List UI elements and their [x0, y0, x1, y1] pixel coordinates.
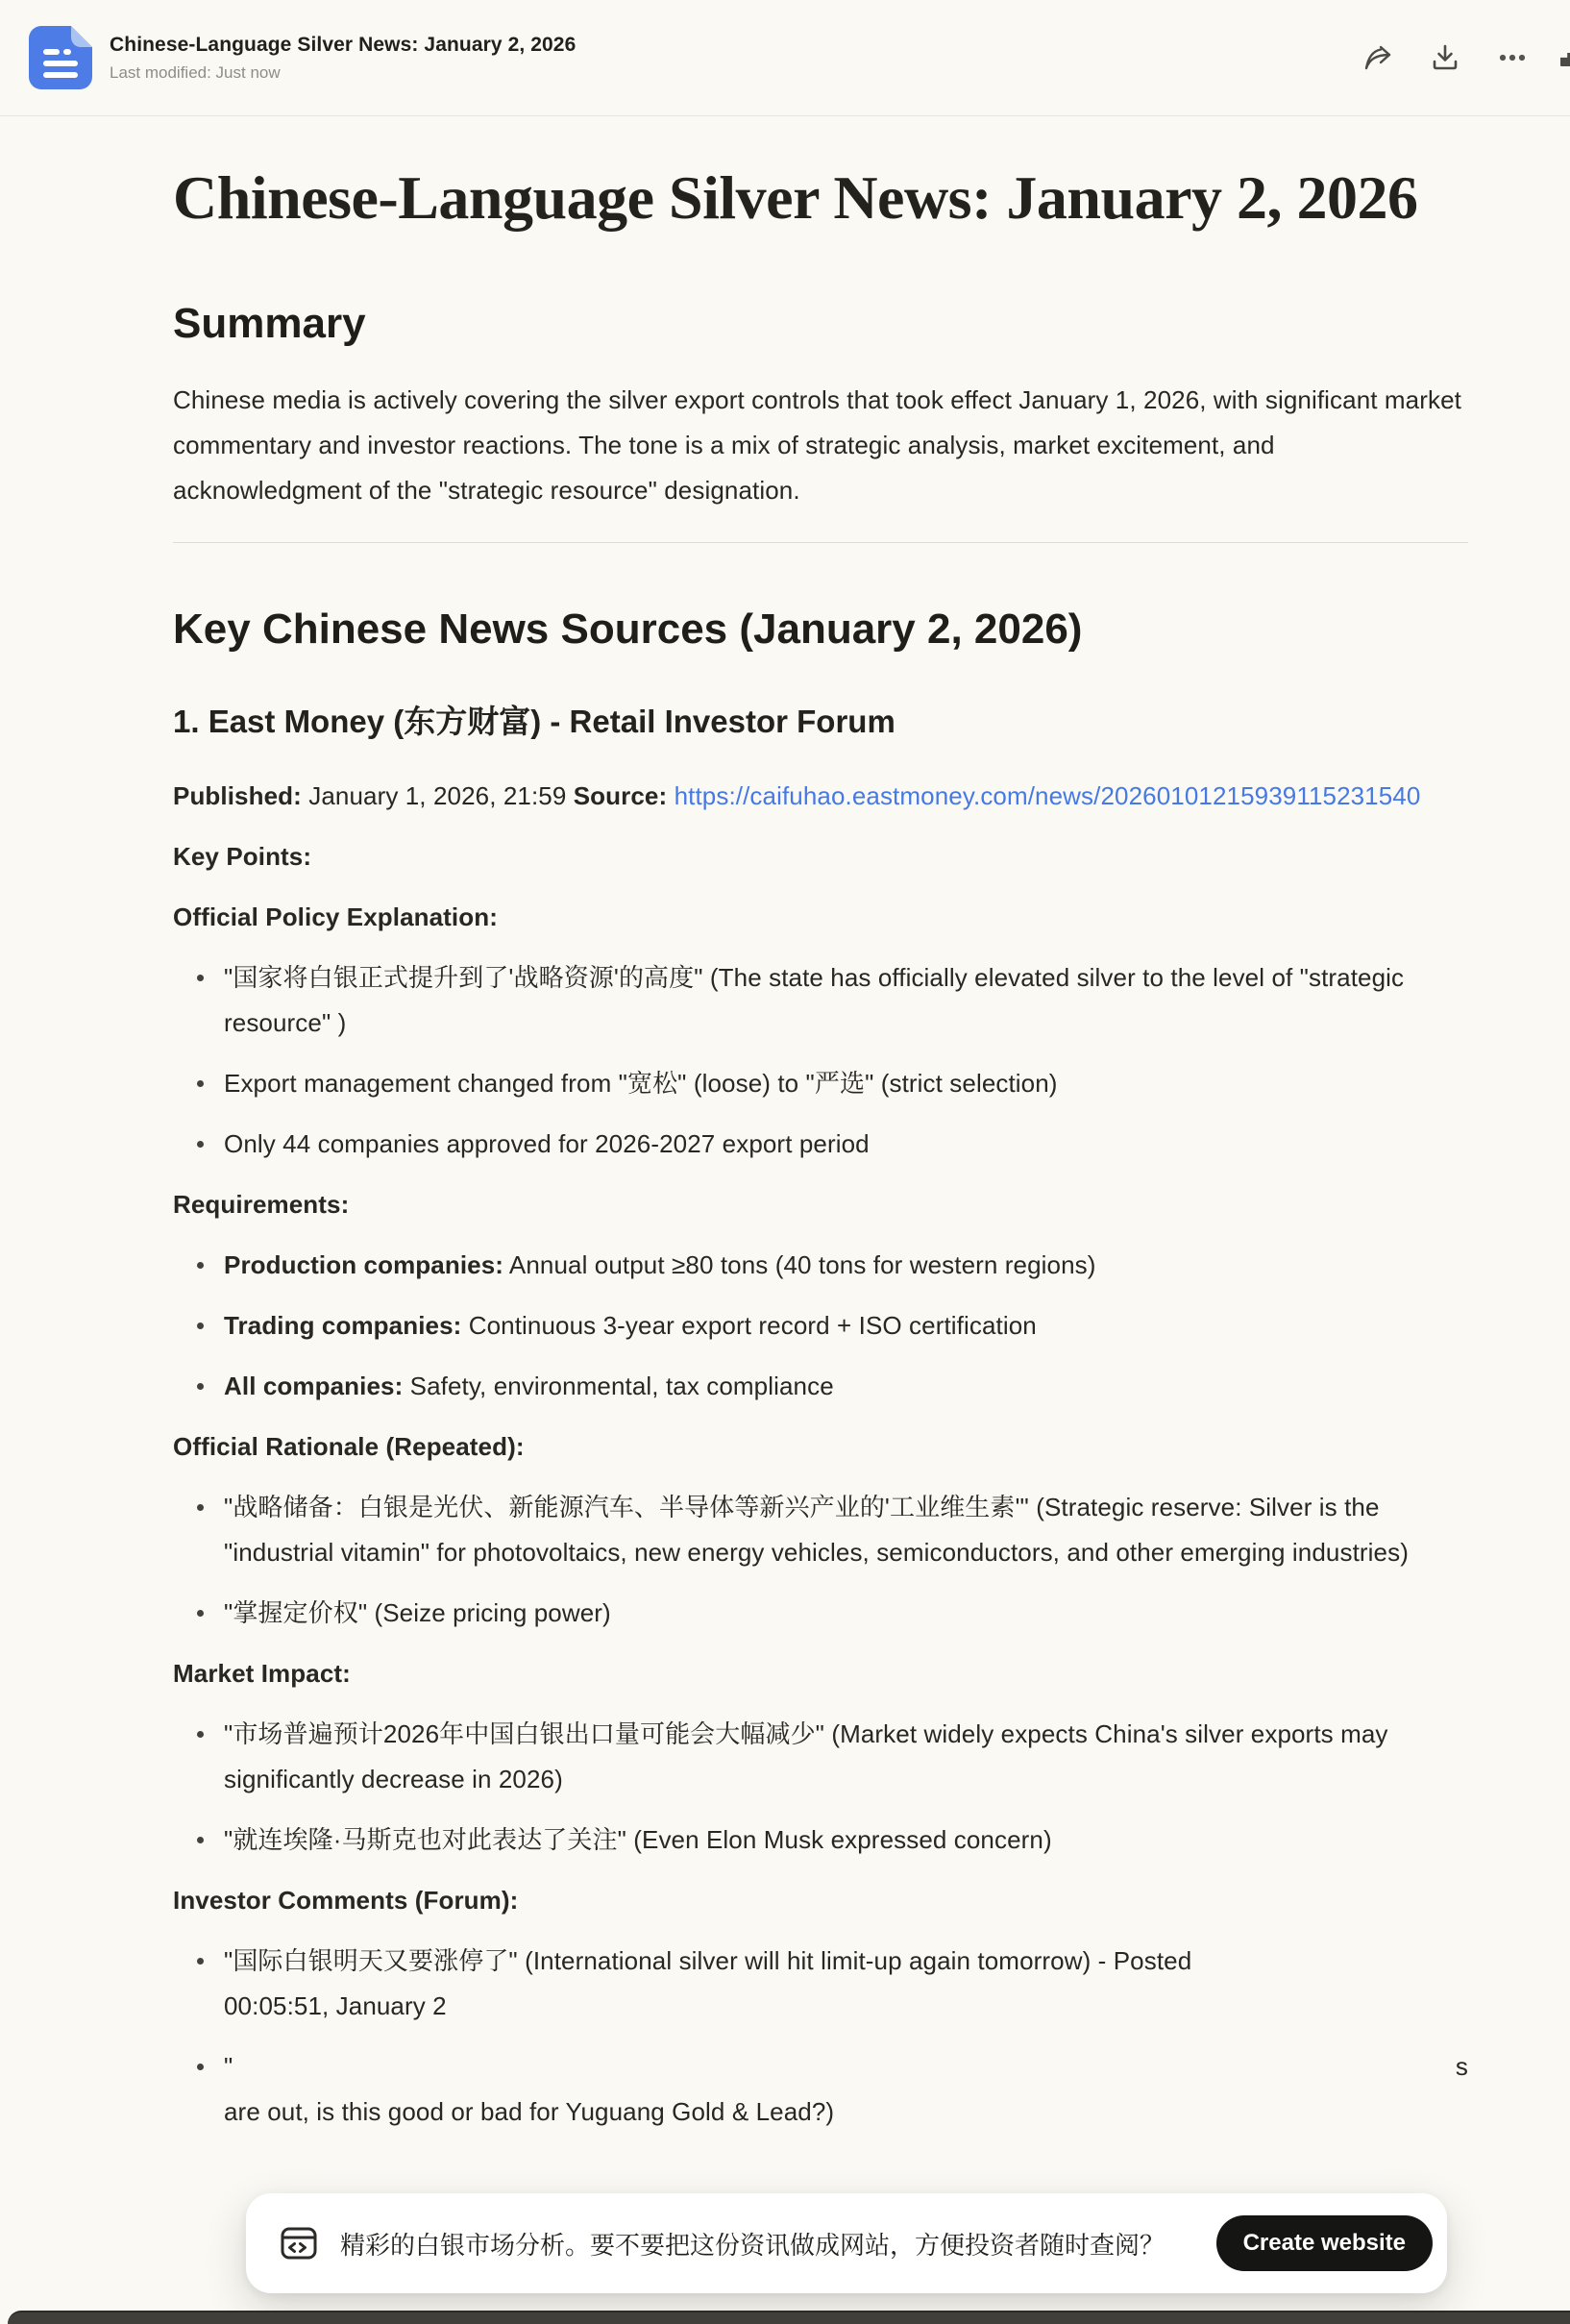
bullet-text: Annual output ≥80 tons (40 tons for western regions): [503, 1250, 1096, 1279]
forum-bullet-list: [173, 1939, 1468, 2135]
published-label: Published:: [173, 781, 302, 810]
list-item: [173, 1364, 1468, 1409]
document-content: [0, 116, 1570, 2135]
market-bullet-list: [173, 1712, 1468, 1863]
list-item: [173, 1243, 1468, 1288]
source1-meta: [173, 774, 1468, 819]
list-item: [173, 1303, 1468, 1348]
section-divider: [173, 542, 1468, 543]
create-website-button[interactable]: Create website: [1216, 2215, 1433, 2271]
list-item: "就连埃隆·马斯克也对此表达了关注" (Even Elon Musk expressed concern): [173, 1817, 1468, 1863]
document-title: Chinese-Language Silver News: January 2, 2026: [110, 33, 576, 56]
bullet-fragment-end: s: [1455, 2052, 1468, 2081]
market-impact-heading: Market Impact:: [173, 1659, 351, 1688]
list-item: Only 44 companies approved for 2026-2027 export period: [173, 1122, 1468, 1167]
toast-message: 精彩的白银市场分析。要不要把这份资讯做成网站，方便投资者随时查阅？: [340, 2230, 1165, 2260]
list-item-partially-obscured: [173, 2044, 1468, 2135]
requirements-bullet-list: [173, 1243, 1468, 1409]
requirements-heading: Requirements:: [173, 1190, 350, 1219]
bullet-text: 00:05:51, January 2: [224, 1991, 447, 2020]
list-item: [173, 1939, 1468, 2029]
list-item: "战略储备：白银是光伏、新能源汽车、半导体等新兴产业的'工业维生素'" (Strategic reserve: Silver is the "industrial vitamin" for photovoltaics, new energy vehicles, semiconductors, and other emerging industries): [173, 1485, 1468, 1575]
rationale-heading: Official Rationale (Repeated):: [173, 1432, 525, 1461]
document-icon: [29, 26, 92, 89]
policy-bullet-list: [173, 955, 1468, 1167]
policy-heading: Official Policy Explanation:: [173, 902, 498, 931]
bullet-bold: Production companies:: [224, 1250, 504, 1279]
forum-heading: Investor Comments (Forum):: [173, 1886, 519, 1915]
bullet-fragment-start: ": [224, 2052, 233, 2081]
header-bar: [0, 0, 1570, 116]
more-options-icon[interactable]: [1491, 37, 1533, 79]
bullet-bold: Trading companies:: [224, 1311, 462, 1340]
bullet-text: Safety, environmental, tax compliance: [403, 1372, 834, 1400]
summary-text: Chinese media is actively covering the silver export controls that took effect January 1, 2026, with significant market commentary and investor reactions. The tone is a mix of strategic analysis, market excitement, and acknowledgment of the "strategic resource" designation.: [173, 385, 1461, 505]
page-title: Chinese-Language Silver News: January 2, 2026: [173, 163, 1418, 232]
source-label: Source:: [573, 781, 668, 810]
header-actions: [1357, 0, 1570, 115]
bullet-fragment-line2: are out, is this good or bad for Yuguang Gold & Lead?): [224, 2097, 835, 2126]
website-window-icon: [279, 2223, 319, 2263]
bullet-bold: All companies:: [224, 1372, 404, 1400]
create-website-toast: [246, 2193, 1447, 2293]
list-item: "市场普遍预计2026年中国白银出口量可能会大幅减少" (Market widely expects China's silver exports may significantly decrease in 2026): [173, 1712, 1468, 1802]
source1-heading: 1. East Money (东方财富) - Retail Investor Forum: [173, 704, 895, 739]
list-item: Export management changed from "宽松" (loose) to "严选" (strict selection): [173, 1061, 1468, 1106]
sources-heading: Key Chinese News Sources (January 2, 2026): [173, 606, 1083, 653]
bottom-dark-panel-edge: [8, 2311, 1570, 2324]
rationale-bullet-list: [173, 1485, 1468, 1636]
published-value: January 1, 2026, 21:59: [301, 781, 574, 810]
list-item: "掌握定价权" (Seize pricing power): [173, 1591, 1468, 1636]
bullet-text: "国际白银明天又要涨停了" (International silver will hit limit-up again tomorrow) - Posted: [224, 1946, 1192, 1975]
summary-heading: Summary: [173, 300, 366, 347]
download-icon[interactable]: [1424, 37, 1466, 79]
bullet-text: Continuous 3-year export record + ISO certification: [461, 1311, 1037, 1340]
list-item: "国家将白银正式提升到了'战略资源'的高度" (The state has officially elevated silver to the level of "strategic resource" ): [173, 955, 1468, 1046]
clipped-window-icon[interactable]: [1558, 37, 1570, 79]
share-icon[interactable]: [1357, 37, 1399, 79]
key-points-label: Key Points:: [173, 842, 312, 871]
last-modified-label: Last modified: Just now: [110, 62, 281, 82]
source-url-link[interactable]: https://caifuhao.eastmoney.com/news/20260101215939115231540: [674, 781, 1421, 810]
